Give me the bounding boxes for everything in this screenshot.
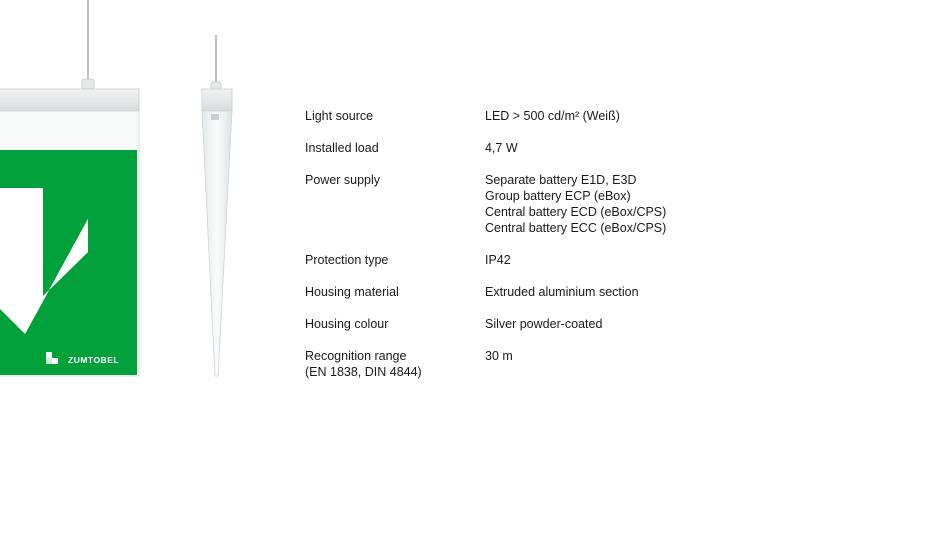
spec-value-line: Central battery ECD (eBox/CPS) (485, 205, 667, 219)
product-illustration (0, 0, 260, 400)
spec-label (305, 348, 485, 380)
spec-value-line: LED > 500 cd/m² (Weiß) (485, 109, 620, 123)
spec-row-gap (305, 300, 666, 316)
front-view (0, 0, 139, 376)
spec-row (305, 172, 666, 236)
spec-table (305, 108, 666, 380)
spec-label (305, 284, 485, 300)
spec-row-gap (305, 332, 666, 348)
spec-value (485, 172, 666, 236)
spec-label (305, 316, 485, 332)
spec-row (305, 140, 666, 156)
spec-label (305, 140, 485, 156)
spec-row-gap (305, 268, 666, 284)
spec-row (305, 348, 666, 380)
spec-value-line: IP42 (485, 253, 511, 267)
spec-row (305, 284, 666, 300)
cable-connector (82, 79, 94, 89)
spec-row (305, 316, 666, 332)
spec-row-gap (305, 156, 666, 172)
spec-value (485, 284, 666, 300)
spec-label-line: Housing colour (305, 317, 389, 331)
spec-label-line: (EN 1838, DIN 4844) (305, 365, 422, 379)
spec-label-line: Housing material (305, 285, 399, 299)
spec-row-gap (305, 236, 666, 252)
spec-value-line: Extruded aluminium section (485, 285, 639, 299)
spec-value-line: 4,7 W (485, 141, 518, 155)
side-housing (202, 89, 232, 111)
side-view (202, 35, 232, 376)
spec-label (305, 108, 485, 124)
spec-label-line: Protection type (305, 253, 389, 267)
spec-label-line: Recognition range (305, 349, 407, 363)
spec-label-line: Installed load (305, 141, 379, 155)
logo-wordmark: ZUMTOBEL (68, 355, 120, 365)
spec-row (305, 108, 666, 124)
spec-value (485, 108, 666, 124)
spec-value (485, 348, 666, 380)
spec-value (485, 316, 666, 332)
spec-value-line: Silver powder-coated (485, 317, 603, 331)
side-panel (202, 111, 232, 376)
spec-label (305, 252, 485, 268)
spec-value-line: Central battery ECC (eBox/CPS) (485, 221, 667, 235)
spec-label-line: Power supply (305, 173, 381, 187)
spec-table-body (305, 108, 666, 380)
spec-value (485, 140, 666, 156)
spec-row (305, 252, 666, 268)
spec-value-line: Group battery ECP (eBox) (485, 189, 631, 203)
spec-value-line: 30 m (485, 349, 513, 363)
spec-row-gap (305, 124, 666, 140)
housing-top (0, 89, 139, 111)
spec-label (305, 172, 485, 236)
spec-value (485, 252, 666, 268)
spec-value-line: Separate battery E1D, E3D (485, 173, 637, 187)
spec-label-line: Light source (305, 109, 374, 123)
